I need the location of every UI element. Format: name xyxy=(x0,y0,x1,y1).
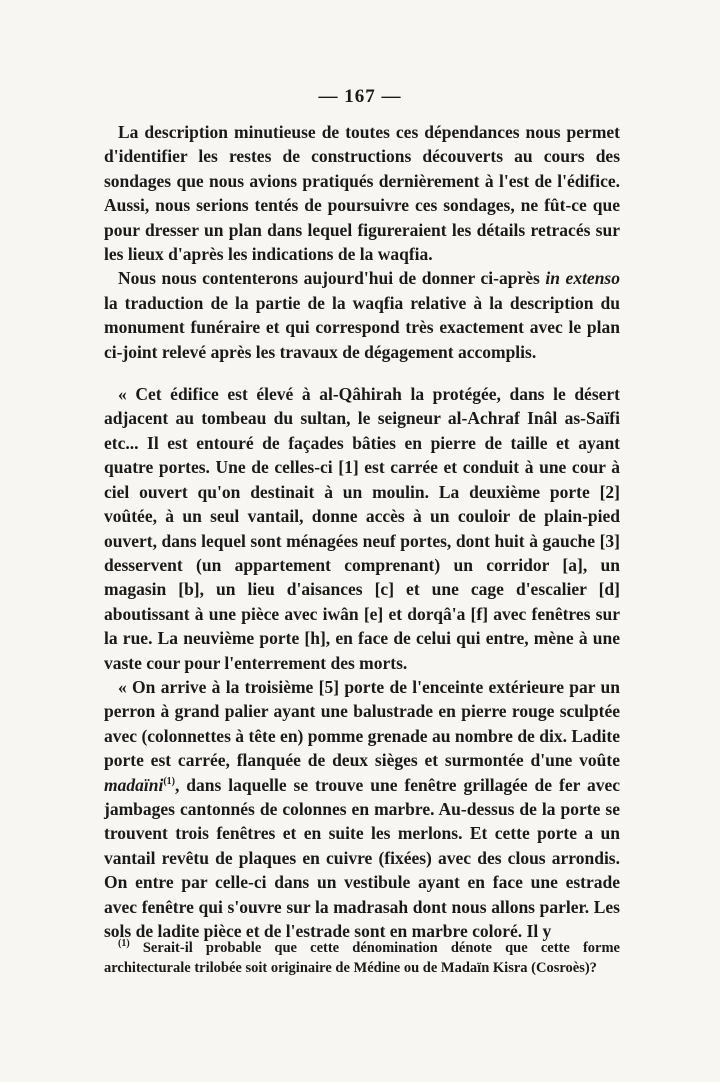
footnote-text: Serait-il probable que cette dénomination dénote que cette forme architecturale trilobée soit originaire de Médine ou de Madaïn Kisra (Cosroès)? xyxy=(104,940,620,976)
paragraph-4-text-a: « On arrive à la troisième [5] porte de l'enceinte extérieure par un perron à grand palier ayant une balustrade en pierre rouge sculptée avec (colonnettes à tête en) pomme grenade au nombre de dix. Ladite porte est carrée, flanquée de deux sièges et surmontée d'une voûte xyxy=(104,676,620,771)
paragraph-2-text-b: la traduction de la partie de la waqfia relative à la description du monument funéraire et qui correspond très exactement avec le plan ci-joint relevé après les travaux de dégagement accomplis. xyxy=(104,292,620,362)
paragraph-2 xyxy=(104,266,620,364)
body-text xyxy=(104,120,620,943)
paragraph-2-text-a: Nous nous contenterons aujourd'hui de donner ci-après xyxy=(118,268,546,289)
page-number: — 167 — xyxy=(318,86,402,107)
paragraph-1: La description minutieuse de toutes ces dépendances nous permet d'identifier les restes de constructions découverts au cours des sondages que nous avions pratiqués dernièrement à l'est de l'édifice. Aussi, nous serions tentés de poursuivre ces sondages, ne fût-ce que pour dresser un plan dans lequel figureraient les détails retracés sur les lieux d'après les indications de la waqfia. xyxy=(104,122,620,265)
paragraph-2-italic: in extenso xyxy=(545,268,620,289)
paragraph-3-quote: « Cet édifice est élevé à al-Qâhirah la protégée, dans le désert adjacent au tombeau du sultan, le seigneur al-Achraf Inâl as-Saïfi etc... Il est entouré de façades bâties en pierre de taille et ayant quatre portes. Une de celles-ci [1] est carrée et conduit à une cour à ciel ouvert qu'on destinait à un moulin. La deuxième porte [2] voûtée, à un seul vantail, donne accès à un couloir de plain-pied ouvert, dans lequel sont ménagées neuf portes, dont huit à gauche [3] desservent (un appartement comprenant) un corridor [a], un magasin [b], un lieu d'aisances [c] et une cage d'escalier [d] aboutissant à une pièce avec iwân [e] et dorqâ'a [f] avec fenêtres sur la rue. La neuvième porte [h], en face de celui qui entre, mène à une vaste cour pour l'enterrement des morts. xyxy=(104,384,620,673)
paragraph-4-quote xyxy=(104,675,620,943)
paragraph-4-text-b: , dans laquelle se trouve une fenêtre grillagée de fer avec jambages cantonnés de colonnes en marbre. Au-dessus de la porte se trouvent trois fenêtres et en suite les merlons. Et cette porte a un vantail revêtu de plaques en cuivre (fixées) avec des clous arrondis. On entre par celle-ci dans un vestibule ayant en face une estrade avec fenêtre qui s'ouvre sur la madrasah dont nous allons parler. Les sols de ladite pièce et de l'estrade sont en marbre coloré. Il y xyxy=(104,774,620,941)
paragraph-4-italic: madaïni xyxy=(104,774,164,795)
footnote-marker: (1) xyxy=(118,938,130,950)
footnote-reference: (1) xyxy=(163,775,175,787)
footnote xyxy=(104,938,620,978)
